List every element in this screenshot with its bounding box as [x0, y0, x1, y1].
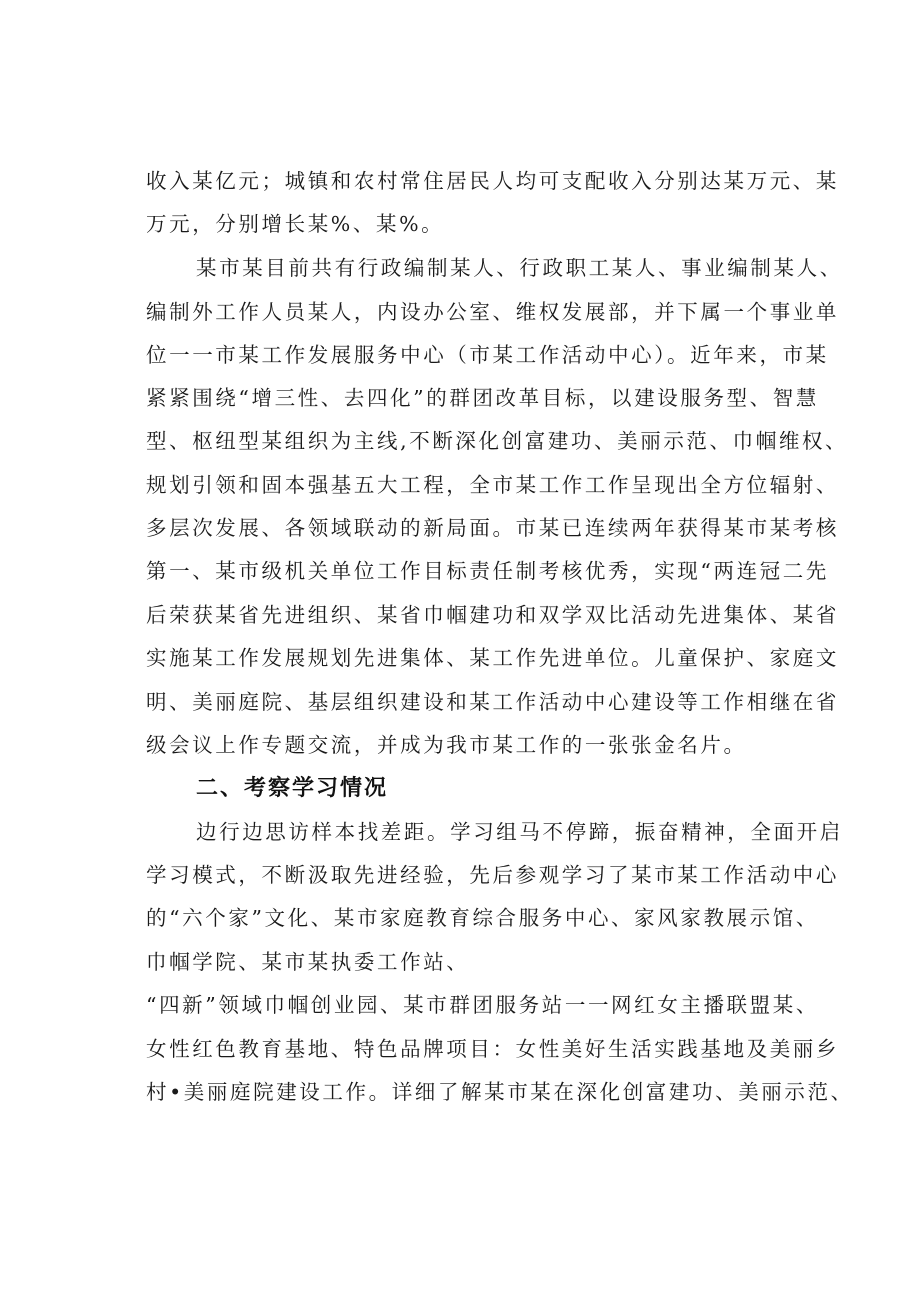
- paragraph-2-line-2: 编制外工作人员某人，内设办公室、维权发展部，并下属一个事业单: [146, 300, 839, 324]
- paragraph-1-line-1: 收入某亿元；城镇和农村常住居民人均可支配收入分别达某万元、某: [146, 169, 839, 193]
- paragraph-3-line-5: “四新”领域巾帼创业园、某市群团服务站一一网红女主播联盟某、: [146, 993, 819, 1017]
- paragraph-2-line-11: 明、美丽庭院、基层组织建设和某工作活动中心建设等工作相继在省: [146, 690, 839, 714]
- paragraph-2-line-8: 第一、某市级机关单位工作目标责任制考核优秀，实现“两连冠二先: [146, 559, 829, 583]
- paragraph-3-line-2: 学习模式，不断汲取先进经验，先后参观学习了某市某工作活动中心: [146, 863, 839, 887]
- paragraph-3-line-7: 村•美丽庭院建设工作。详细了解某市某在深化创富建功、美丽示范、: [146, 1080, 854, 1104]
- paragraph-2-line-5: 型、枢纽型某组织为主线,不断深化创富建功、美丽示范、巾帼维权、: [146, 429, 849, 453]
- paragraph-1-line-2: 万元，分别增长某%、某%。: [146, 212, 445, 236]
- paragraph-2-line-9: 后荣获某省先进组织、某省巾帼建功和双学双比活动先进集体、某省: [146, 603, 839, 627]
- paragraph-3-line-3: 的“六个家”文化、某市家庭教育综合服务中心、家风家教展示馆、: [146, 906, 819, 930]
- section-heading: 二、考察学习情况: [196, 776, 389, 801]
- paragraph-2-line-6: 规划引领和固本强基五大工程，全市某工作工作呈现出全方位辐射、: [146, 473, 839, 497]
- paragraph-2-line-12: 级会议上作专题交流，并成为我市某工作的一张张金名片。: [146, 733, 747, 757]
- paragraph-2-line-4: 紧紧围绕“增三性、去四化”的群团改革目标，以建设服务型、智慧: [146, 386, 819, 410]
- paragraph-2-line-1: 某市某目前共有行政编制某人、行政职工某人、事业编制某人、: [196, 256, 843, 280]
- paragraph-2-line-3: 位一一市某工作发展服务中心（市某工作活动中心）。近年来，市某: [146, 343, 829, 367]
- paragraph-3-line-6: 女性红色教育基地、特色品牌项目：女性美好生活实践基地及美丽乡: [146, 1037, 839, 1061]
- paragraph-2-line-7: 多层次发展、各领域联动的新局面。市某已连续两年获得某市某考核: [146, 516, 839, 540]
- paragraph-3-line-4: 巾帼学院、某市某执委工作站、: [146, 950, 470, 974]
- paragraph-3-line-1: 边行边思访样本找差距。学习组马不停蹄，振奋精神，全面开启: [196, 820, 843, 844]
- paragraph-2-line-10: 实施某工作发展规划先进集体、某工作先进单位。儿童保护、家庭文: [146, 646, 839, 670]
